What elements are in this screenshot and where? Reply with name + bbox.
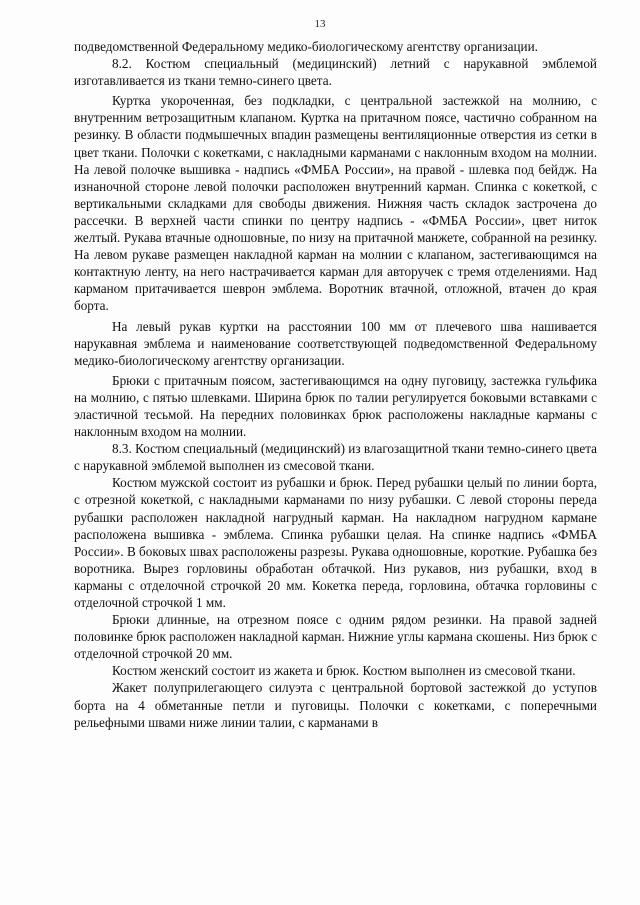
paragraph-trousers: Брюки с притачным поясом, застегивающимся на одну пуговицу, застежка гульфика на молнию, с пятью шлевками. Ширина брюк по талии регулируется боковыми вставками с эластичной тесьмой. На передних половинках брюк расположены накладные карманы с наклонным входом на молнии.	[74, 372, 597, 440]
page-body	[74, 38, 597, 731]
paragraph-mens-trousers: Брюки длинные, на отрезном поясе с одним рядом резинки. На правой задней половинке брюк расположен накладной карман. Нижние углы кармана скошены. Низ брюк с отделочной строчкой 20 мм.	[74, 612, 597, 662]
paragraph-section-8-2: 8.2. Костюм специальный (медицинский) летний с нарукавной эмблемой изготавливается из ткани темно-синего цвета.	[74, 56, 597, 89]
paragraph-continuation: подведомственной Федеральному медико-биологическому агентству организации.	[74, 39, 538, 54]
paragraph-mens-suit: Костюм мужской состоит из рубашки и брюк. Перед рубашки целый по линии борта, с отрезной кокеткой, с накладными карманами по низу рубашки. С левой стороны переда рубашки расположен накладной нагрудный карман. На накладном нагрудном кармане расположена вышивка - эмблема. Спинка рубашки целая. На спинке надпись «ФМБА России». В боковых швах расположены разрезы. Рукава одношовные, короткие. Рубашка без воротника. Вырез горловины обработан обтачкой. Низ рукавов, низ рубашки, вход в карманы с отделочной строчкой 20 мм. Кокетка переда, горловина, обтачка горловины с отделочной строчкой 1 мм.	[74, 475, 597, 610]
paragraph-womens-jacket: Жакет полуприлегающего силуэта с центральной бортовой застежкой до уступов борта на 4 обметанные петли и пуговицы. Полочки с кокетками, с поперечными рельефными швами ниже линии талии, с карманами в	[74, 680, 597, 730]
page-number: 13	[314, 18, 326, 30]
paragraph-sleeve-emblem: На левый рукав куртки на расстоянии 100 мм от плечевого шва нашивается нарукавная эмблема и наименование соответствующей подведомственной Федеральному медико-биологическому агентству организации.	[74, 318, 597, 368]
paragraph-womens-suit: Костюм женский состоит из жакета и брюк. Костюм выполнен из смесовой ткани.	[112, 663, 576, 679]
paragraph-section-8-3: 8.3. Костюм специальный (медицинский) из влагозащитной ткани темно-синего цвета с нарукавной эмблемой выполнен из смесовой ткани.	[74, 441, 597, 474]
paragraph-jacket: Куртка укороченная, без подкладки, с центральной застежкой на молнию, с внутренним ветрозащитным клапаном. Куртка на притачном поясе, частично собранном на резинку. В области подмышечных впадин размещены вентиляционные отверстия из сетки в цвет ткани. Полочки с кокетками, с накладными карманами с наклонным входом на молнии. На левой полочке вышивка - надпись «ФМБА России», на правой - шлевка под бейдж. На изнаночной стороне левой полочки расположен внутренний карман. Спинка с кокеткой, с вертикальными складками для свободы движения. Нижняя часть складок застрочена до рассечки. В верхней части спинки по центру надпись - «ФМБА России», цвет ниток желтый. Рукава втачные одношовные, по низу на притачной манжете, собранной на резинку. На левом рукаве размещен накладной карман на молнии с клапаном, застегивающимся на контактную ленту, на него настрачивается карман для авторучек с тремя отделениями. Над карманом притачивается шеврон эмблема. Воротник втачной, отложной, втачен до края борта.	[74, 93, 597, 314]
